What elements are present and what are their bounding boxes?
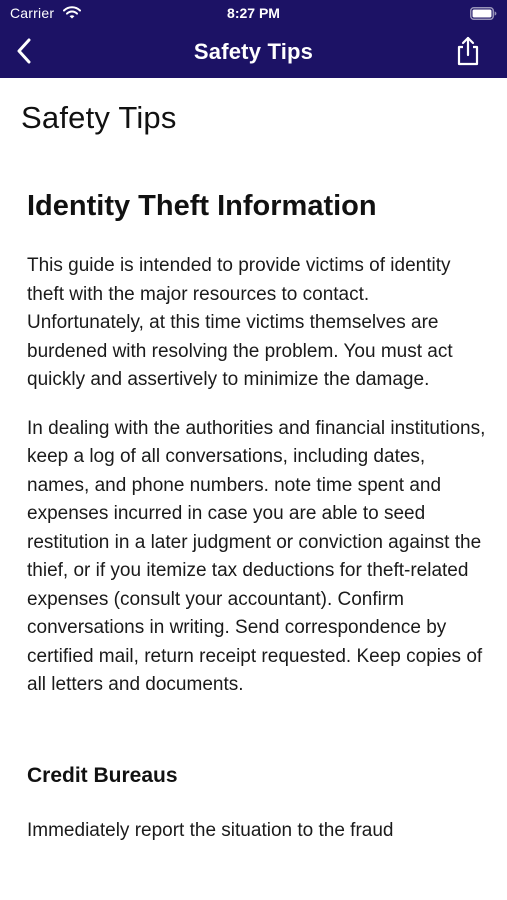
article-paragraph: This guide is intended to provide victims of identity theft with the major resources to contact. Unfortunately, at this time victims themselves are burdened with resolving the problem. You must act quickly and assertively to minimize the damage. [27, 255, 453, 390]
article-paragraph: In dealing with the authorities and financial institutions, keep a log of all conversations, including dates, names, and phone numbers. note time spent and expenses incurred in case you are able to seed restitution in a later judgment or conviction against the thief, or if you itemize tax deductions for theft-related expenses (consult your accountant). Confirm conversations in writing. Send correspondence by certified mail, return receipt requested. Keep copies of all letters and documents. [27, 417, 486, 695]
nav-title: Safety Tips [193, 39, 314, 64]
status-time: 8:27 PM [227, 5, 280, 21]
article-body [27, 186, 487, 845]
article-paragraph: Immediately report the situation to the fraud [27, 819, 394, 841]
navigation-bar [0, 28, 507, 78]
top-bar [0, 0, 507, 78]
page-title: Safety Tips [21, 100, 177, 135]
share-button[interactable] [451, 36, 485, 70]
article-heading: Identity Theft Information [27, 190, 377, 222]
content-area[interactable] [0, 78, 507, 900]
carrier-label: Carrier [10, 5, 55, 21]
share-icon [455, 36, 481, 71]
battery-icon [470, 7, 497, 20]
section-subheading: Credit Bureaus [27, 763, 178, 787]
status-bar [0, 0, 507, 28]
